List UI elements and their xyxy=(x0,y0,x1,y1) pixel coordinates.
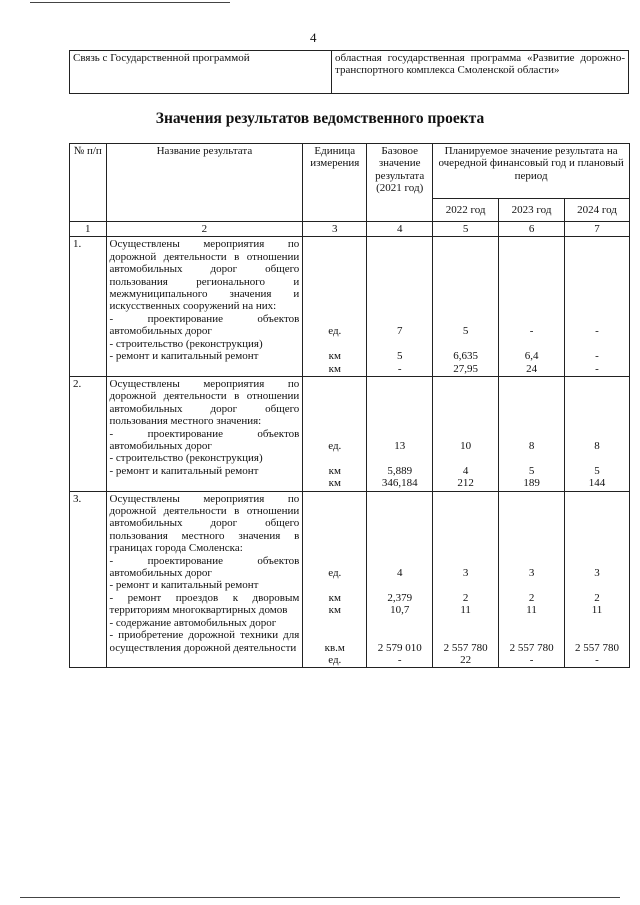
col-number: 4 xyxy=(367,222,433,237)
y2024-value: 11 xyxy=(591,604,603,617)
result-name xyxy=(106,237,303,377)
y2022-value: 10 xyxy=(460,440,472,453)
y2022-value: 2 557 780 xyxy=(443,641,488,654)
y2024-value: 8 xyxy=(594,440,600,453)
y2023-value: 2 557 780 xyxy=(509,641,554,654)
table-row xyxy=(70,491,630,668)
y2023-value: 24 xyxy=(526,362,538,375)
result-item: - ремонт проездов к дворовым территориям многоквартирных домов xyxy=(109,591,300,617)
program-link-label: Связь с Государственной программой xyxy=(70,51,332,94)
header-2024: 2024 год xyxy=(565,199,630,222)
y2023-value: - xyxy=(529,653,534,666)
unit-value: км xyxy=(328,591,341,604)
base-value: 2 579 010 xyxy=(377,641,422,654)
y2023-value: 189 xyxy=(523,477,540,490)
y2023-value: 11 xyxy=(526,604,537,617)
y2023-cell xyxy=(499,377,565,492)
base-value: 5,889 xyxy=(387,464,413,477)
program-link-table xyxy=(69,50,629,94)
unit-value: кв.м xyxy=(324,641,345,654)
y2024-value: - xyxy=(595,325,599,338)
unit-value: км xyxy=(328,477,341,490)
unit-value: ед. xyxy=(328,653,342,666)
result-name xyxy=(106,491,303,668)
base-cell xyxy=(367,377,433,492)
unit-value: км xyxy=(328,362,341,375)
base-value: 5 xyxy=(396,350,403,363)
y2022-value: 22 xyxy=(460,653,472,666)
col-number: 2 xyxy=(106,222,303,237)
y2024-value: 2 557 780 xyxy=(575,641,620,654)
result-item: - ремонт и капитальный ремонт xyxy=(109,464,259,477)
section-heading: Значения результатов ведомственного проекта xyxy=(155,110,485,127)
y2022-cell xyxy=(433,237,499,377)
result-item: - строительство (реконструкция) xyxy=(109,452,263,465)
result-item: - ремонт и капитальный ремонт xyxy=(109,579,259,592)
y2022-cell xyxy=(433,377,499,492)
col-number: 7 xyxy=(565,222,630,237)
base-cell xyxy=(367,491,433,668)
unit-cell xyxy=(303,237,367,377)
col-number: 5 xyxy=(433,222,499,237)
col-number: 1 xyxy=(70,222,107,237)
base-value: 346,184 xyxy=(381,477,418,490)
y2023-value: 3 xyxy=(528,567,535,580)
base-value: - xyxy=(397,362,402,375)
base-value: 10,7 xyxy=(390,604,410,617)
header-planned: Планируемое значение результата на очередной финансовый год и плановый период xyxy=(433,144,630,199)
y2022-value: 2 xyxy=(462,591,469,604)
y2023-cell xyxy=(499,491,565,668)
program-link-value: областная государственная программа «Развитие дорожно-транспортного комплекса Смоленской области» xyxy=(332,51,629,94)
base-value: 4 xyxy=(396,567,403,580)
y2024-value: 5 xyxy=(594,464,600,477)
y2023-value: - xyxy=(529,325,534,338)
result-intro: Осуществлены мероприятия по дорожной деятельности в отношении автомобильных дорог общего пользования регионального и межмуниципального значения и искусственных сооружений на них: xyxy=(109,238,300,313)
y2024-cell xyxy=(565,237,630,377)
header-base: Базовое значение результата (2021 год) xyxy=(367,144,433,222)
unit-value: км xyxy=(328,604,341,617)
header-unit: Единица измерения xyxy=(303,144,367,222)
result-item: - содержание автомобильных дорог xyxy=(109,616,277,629)
y2022-value: 11 xyxy=(460,604,471,617)
y2022-value: 5 xyxy=(462,325,469,338)
header-2023: 2023 год xyxy=(499,199,565,222)
result-name xyxy=(106,377,303,492)
y2024-value: 3 xyxy=(594,567,600,580)
header-2022: 2022 год xyxy=(433,199,499,222)
result-item: - ремонт и капитальный ремонт xyxy=(109,350,259,363)
y2024-value: - xyxy=(595,350,599,363)
y2023-cell xyxy=(499,237,565,377)
y2022-value: 3 xyxy=(462,567,469,580)
unit-value: км xyxy=(328,464,341,477)
y2022-value: 27,95 xyxy=(453,362,478,375)
result-intro: Осуществлены мероприятия по дорожной деятельности в отношении автомобильных дорог общего пользования местного значения в границах города Смоленска: xyxy=(109,492,300,555)
unit-value: ед. xyxy=(328,440,342,453)
table-row xyxy=(70,237,630,377)
y2022-cell xyxy=(433,491,499,668)
y2022-value: 6,635 xyxy=(453,350,478,363)
y2024-cell xyxy=(565,377,630,492)
result-item: - проектирование объектов автомобильных дорог xyxy=(109,312,300,338)
column-number-row xyxy=(70,222,630,237)
unit-value: км xyxy=(328,350,341,363)
y2023-value: 6,4 xyxy=(524,350,539,363)
top-scan-rule xyxy=(30,2,230,3)
result-item: - строительство (реконструкция) xyxy=(109,337,263,350)
header-name: Название результата xyxy=(106,144,303,222)
y2024-value: 144 xyxy=(588,477,606,490)
base-value: 2,379 xyxy=(387,591,413,604)
base-cell xyxy=(367,237,433,377)
base-value: - xyxy=(397,653,402,666)
result-item: - приобретение дорожной техники для осуществления дорожной деятельности xyxy=(109,629,300,654)
unit-cell xyxy=(303,491,367,668)
result-item: - проектирование объектов автомобильных дорог xyxy=(109,427,300,453)
header-num: № п/п xyxy=(70,144,107,222)
result-item: - проектирование объектов автомобильных дорог xyxy=(109,554,300,580)
header-row xyxy=(70,144,630,199)
y2024-value: - xyxy=(595,653,599,666)
page-number: 4 xyxy=(310,30,317,45)
bottom-scan-rule xyxy=(20,897,620,898)
results-table xyxy=(69,143,630,668)
row-num: 2. xyxy=(70,377,107,492)
col-number: 3 xyxy=(303,222,367,237)
y2022-value: 4 xyxy=(462,464,469,477)
unit-value: ед. xyxy=(328,567,342,580)
row-num: 3. xyxy=(70,491,107,668)
base-value: 7 xyxy=(396,325,403,338)
y2024-cell xyxy=(565,491,630,668)
y2024-value: 2 xyxy=(594,591,600,604)
y2023-value: 8 xyxy=(528,440,535,453)
result-intro: Осуществлены мероприятия по дорожной деятельности в отношении автомобильных дорог общего пользования местного значения: xyxy=(109,378,300,428)
y2022-value: 212 xyxy=(457,477,474,490)
col-number: 6 xyxy=(499,222,565,237)
row-num: 1. xyxy=(70,237,107,377)
unit-cell xyxy=(303,377,367,492)
y2024-value: - xyxy=(595,362,599,375)
y2023-value: 5 xyxy=(528,464,535,477)
table-row xyxy=(70,377,630,492)
base-value: 13 xyxy=(394,440,406,453)
y2023-value: 2 xyxy=(528,591,535,604)
unit-value: ед. xyxy=(328,325,342,338)
